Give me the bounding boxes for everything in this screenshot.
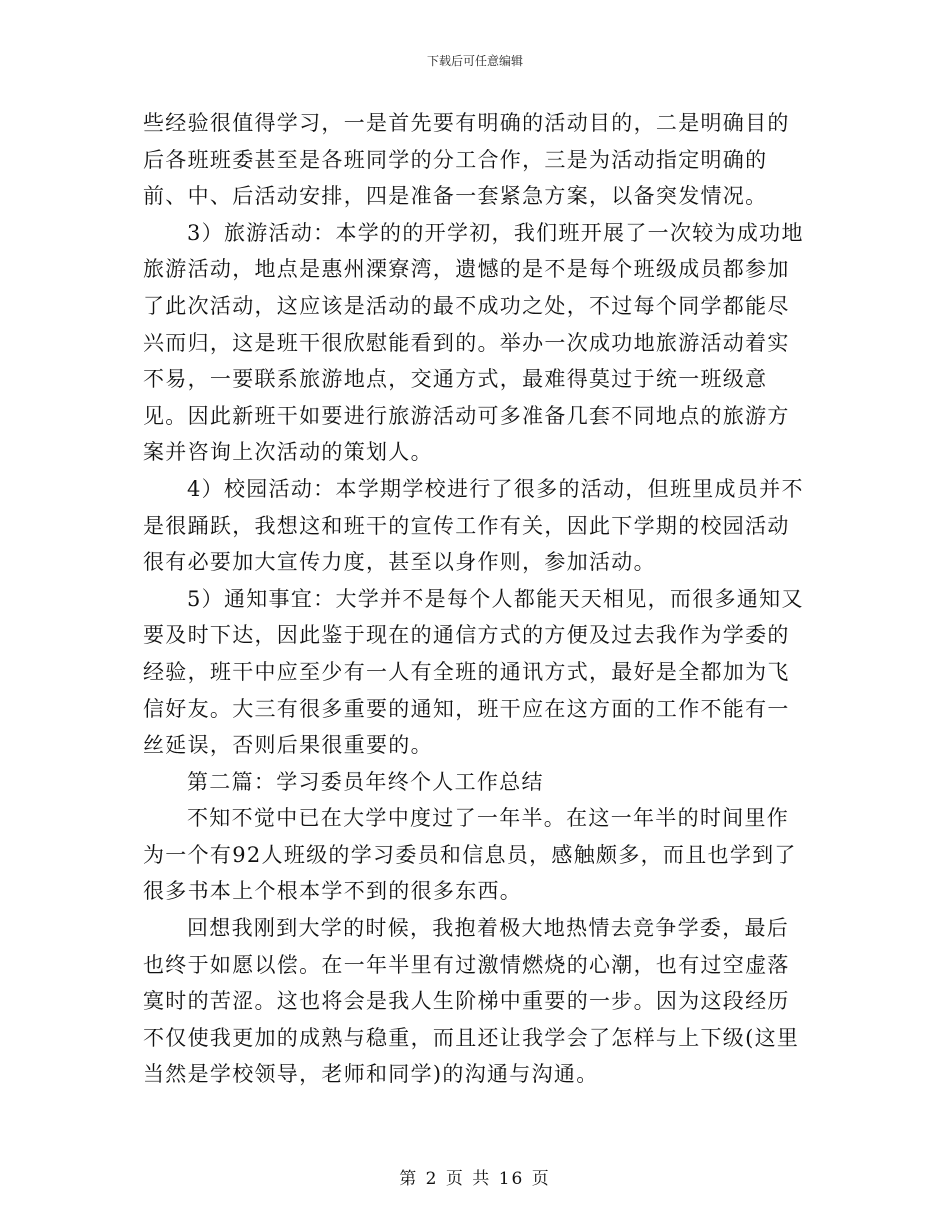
paragraph-travel-activity: 3）旅游活动：本学的的开学初，我们班开展了一次较为成功地旅游活动，地点是惠州溧寮湾，遗憾的是不是每个班级成员都参加了此次活动，这应该是活动的最不成功之处，不过每个同学都能尽兴而归，这是班干很欣慰能看到的。举办一次成功地旅游活动着实不易，一要联系旅游地点，交通方式，最难得莫过于统一班级意见。因此新班干如要进行旅游活动可多准备几套不同地点的旅游方案并咨询上次活动的策划人。 <box>143 220 804 465</box>
paragraph-continuation: 些经验很值得学习，一是首先要有明确的活动目的，二是明确目的后各班班委甚至是各班同学的分工合作，三是为活动指定明确的前、中、后活动安排，四是准备一套紧急方案，以备突发情况。 <box>143 111 790 209</box>
paragraph-intro: 不知不觉中已在大学中度过了一年半。在这一年半的时间里作为一个有92人班级的学习委员和信息员，感触颇多，而且也学到了很多书本上个根本学不到的很多东西。 <box>143 806 797 904</box>
section-heading: 第二篇：学习委员年终个人工作总结 <box>187 769 544 794</box>
paragraph-recollection: 回想我刚到大学的时候，我抱着极大地热情去竞争学委，最后也终于如愿以偿。在一年半里有过激情燃烧的心潮，也有过空虚落寞时的苦涩。这也将会是我人生阶梯中重要的一步。因为这段经历不仅使我更加的成熟与稳重，而且还让我学会了怎样与上下级(这里当然是学校领导，老师和同学)的沟通与沟通。 <box>143 916 800 1087</box>
paragraph-campus-activity: 4）校园活动：本学期学校进行了很多的活动，但班里成员并不是很踊跃，我想这和班干的宣传工作有关，因此下学期的校园活动很有必要加大宣传力度，甚至以身作则，参加活动。 <box>143 476 804 575</box>
document-body <box>143 105 811 1093</box>
paragraph-notice-matters: 5）通知事宜：大学并不是每个人都能天天相见，而很多通知又要及时下达，因此鉴于现在的通信方式的方便及过去我作为学委的经验，班干中应至少有一人有全班的通讯方式，最好是全都加为飞信好友。大三有很多重要的通知，班干应在这方面的工作不能有一丝延误，否则后果很重要的。 <box>143 586 804 758</box>
page-number: 第 2 页 共 16 页 <box>399 1169 551 1189</box>
page-header: 下载后可任意编辑 <box>426 54 523 68</box>
